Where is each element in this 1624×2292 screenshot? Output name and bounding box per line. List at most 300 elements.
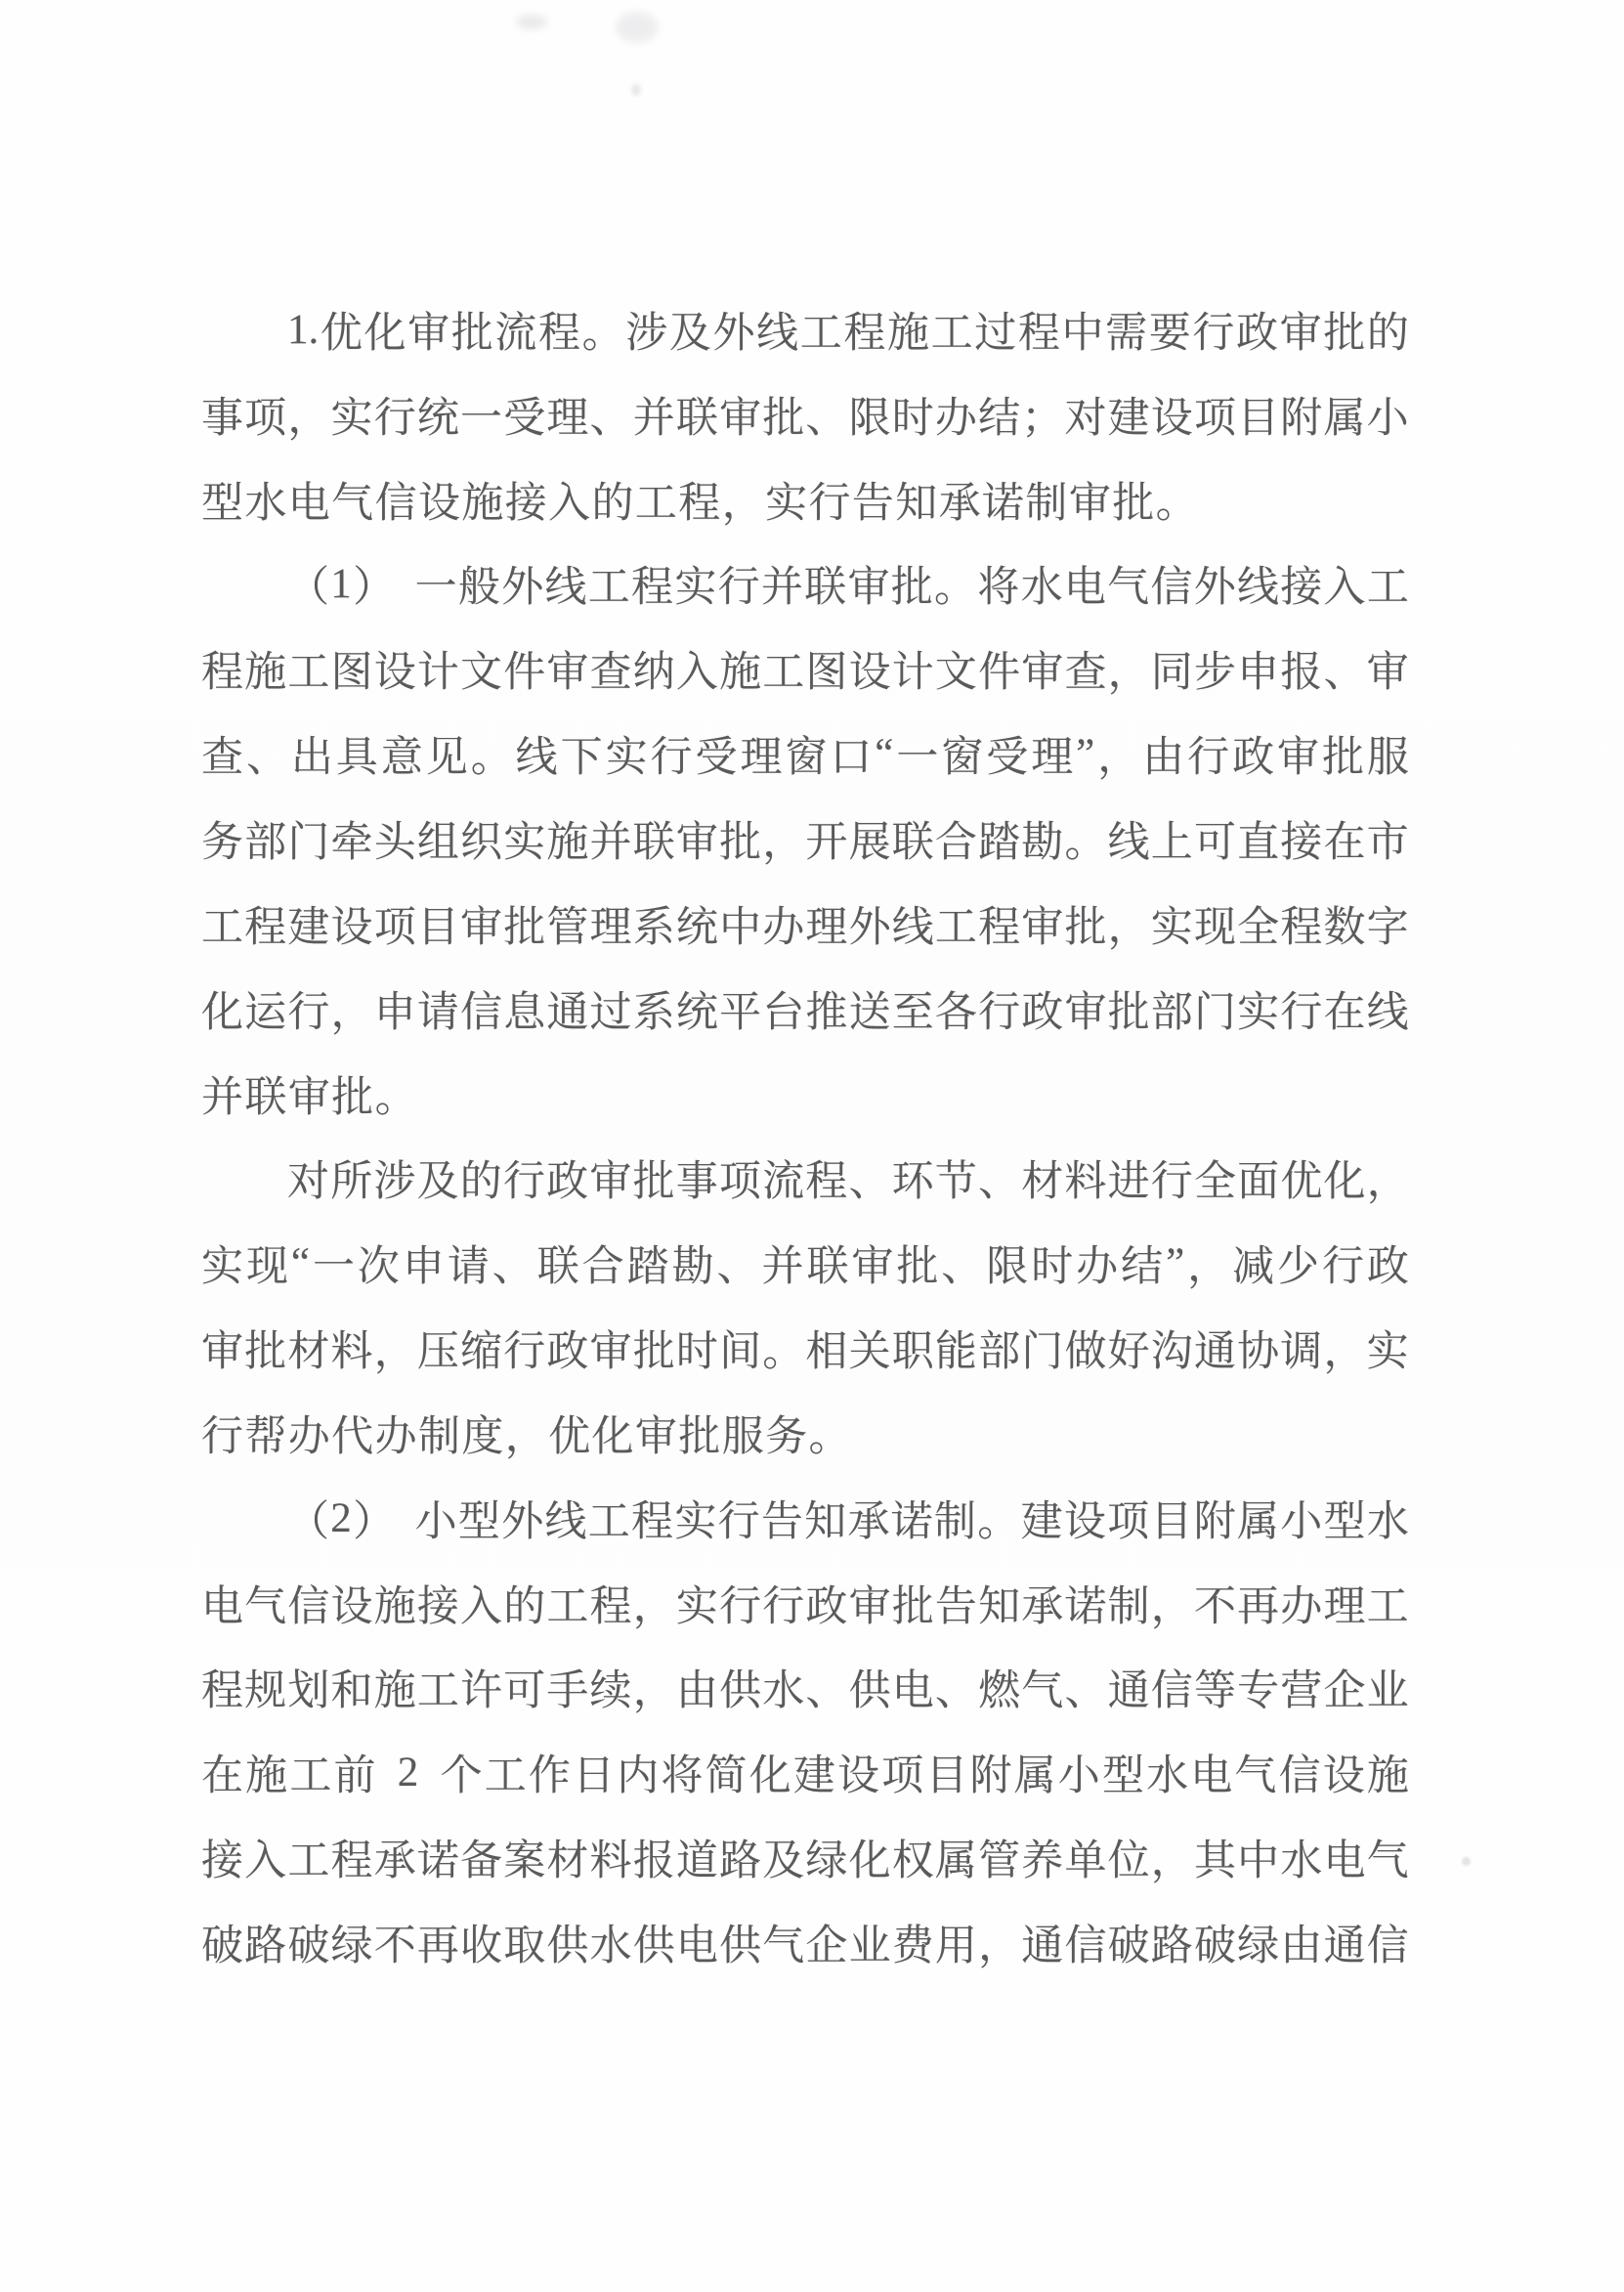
glyph: 施 (546, 819, 589, 866)
glyph: ， (1323, 1329, 1366, 1376)
glyph: 一 (414, 565, 457, 612)
text-line (201, 1561, 1409, 1646)
glyph: 电 (287, 480, 330, 527)
glyph: 优 (1280, 1159, 1323, 1206)
glyph: 职 (891, 1329, 934, 1376)
glyph: 实 (765, 480, 808, 527)
glyph: 图 (330, 650, 373, 697)
glyph: 。 (1064, 819, 1107, 866)
glyph: 设 (1322, 1753, 1365, 1800)
glyph: 程 (538, 310, 580, 357)
glyph: ， (762, 819, 805, 866)
glyph: 项 (1193, 395, 1236, 442)
glyph: 实 (201, 1244, 243, 1291)
glyph: 施 (887, 310, 929, 357)
glyph: 计 (416, 650, 459, 697)
glyph: 一 (896, 735, 939, 782)
glyph: 告 (760, 1498, 803, 1545)
glyph: 实 (605, 735, 648, 782)
glyph: 设 (1150, 395, 1193, 442)
scan-smudge (516, 15, 547, 29)
glyph: 由 (1280, 1923, 1323, 1969)
glyph: 水 (762, 1668, 805, 1715)
glyph: 政 (1232, 735, 1275, 782)
glyph: 字 (1366, 904, 1409, 951)
glyph: 并 (589, 819, 632, 866)
glyph: 沟 (1150, 1329, 1193, 1376)
glyph: 线 (544, 565, 587, 612)
glyph: 水 (1366, 1498, 1409, 1545)
glyph: ， (1150, 1838, 1193, 1885)
glyph: 建 (287, 904, 330, 951)
glyph: 理 (546, 395, 589, 442)
glyph: 气 (244, 1583, 287, 1630)
glyph: 手 (546, 1668, 589, 1715)
glyph: 绿 (805, 1838, 848, 1885)
glyph: （ (287, 1498, 329, 1545)
glyph: 。 (581, 310, 624, 357)
glyph: 料 (589, 1838, 632, 1885)
glyph: 审 (847, 565, 890, 612)
glyph: 上 (1150, 819, 1193, 866)
glyph: 备 (460, 1838, 503, 1885)
glyph: 费 (891, 1923, 934, 1969)
glyph: 承 (1021, 1583, 1064, 1630)
glyph: 诺 (982, 480, 1025, 527)
glyph: 实 (330, 395, 373, 442)
glyph: 型 (201, 480, 243, 527)
glyph: 、 (848, 1159, 891, 1206)
glyph: 施 (461, 480, 504, 527)
glyph: 的 (1366, 310, 1409, 357)
glyph: 信 (1064, 1923, 1107, 1969)
glyph: 化 (1323, 1159, 1366, 1206)
glyph: 合 (581, 1244, 624, 1291)
glyph: 通 (546, 989, 589, 1036)
glyph: 各 (934, 989, 977, 1036)
glyph: 行 (719, 1583, 762, 1630)
glyph: 气 (1107, 565, 1150, 612)
glyph: 批 (632, 1329, 675, 1376)
glyph: 工 (287, 650, 330, 697)
glyph: 勘 (1021, 819, 1064, 866)
glyph: 行 (287, 989, 330, 1036)
glyph: 属 (934, 1838, 977, 1885)
glyph: 实 (674, 565, 717, 612)
glyph: 由 (1142, 735, 1185, 782)
glyph: 信 (1150, 565, 1193, 612)
glyph: 入 (244, 1838, 287, 1885)
glyph: 信 (460, 989, 503, 1036)
glyph: 线 (1107, 819, 1150, 866)
glyph: 程 (589, 1583, 632, 1630)
text-line (201, 1136, 1409, 1221)
glyph: 电 (891, 1668, 934, 1715)
glyph: 材 (546, 1838, 589, 1885)
glyph: 破 (201, 1923, 243, 1969)
glyph: 批 (1323, 310, 1366, 357)
glyph: 再 (1237, 1583, 1280, 1630)
glyph: 勘 (671, 1244, 714, 1291)
glyph: 申 (1237, 650, 1280, 697)
glyph: 及 (416, 1159, 459, 1206)
glyph: 取 (503, 1923, 546, 1969)
glyph: 纳 (632, 650, 675, 697)
glyph: 政 (1236, 310, 1278, 357)
glyph: 知 (978, 1583, 1021, 1630)
glyph: 业 (848, 1923, 891, 1969)
glyph: （ (287, 565, 329, 612)
glyph: 理 (589, 904, 632, 951)
glyph: 项 (718, 1159, 761, 1206)
glyph: 不 (373, 1923, 416, 1969)
glyph: 办 (1076, 1244, 1119, 1291)
glyph: 程 (330, 1838, 373, 1885)
glyph: 件 (503, 650, 546, 697)
glyph: 附 (969, 1753, 1012, 1800)
glyph: 工 (934, 904, 977, 951)
glyph: 项 (244, 395, 287, 442)
glyph: ） (353, 1498, 396, 1545)
glyph: 供 (848, 1668, 891, 1715)
glyph: 小 (1280, 1498, 1323, 1545)
glyph: 水 (244, 480, 287, 527)
glyph: 计 (891, 650, 934, 697)
glyph: 建 (792, 1753, 835, 1800)
glyph: 窗 (785, 735, 828, 782)
glyph: 将 (977, 565, 1020, 612)
glyph: 开 (805, 819, 848, 866)
glyph: 图 (805, 650, 848, 697)
glyph: 限 (986, 1244, 1029, 1291)
glyph: 推 (805, 989, 848, 1036)
glyph: 、 (1323, 650, 1366, 697)
glyph: 线 (515, 735, 558, 782)
glyph: 属 (1323, 395, 1366, 442)
glyph: 程 (1280, 904, 1323, 951)
glyph: 度 (461, 1413, 504, 1460)
glyph: 绿 (1237, 1923, 1280, 1969)
glyph: 所 (330, 1159, 373, 1206)
glyph: 对 (287, 1159, 329, 1206)
glyph: 流 (762, 1159, 805, 1206)
glyph: 协 (1237, 1329, 1280, 1376)
text-line (201, 712, 1409, 797)
glyph: 、 (805, 1668, 848, 1715)
glyph: 要 (1148, 310, 1191, 357)
glyph: 化 (748, 1753, 791, 1800)
glyph: 工 (930, 310, 973, 357)
glyph: 气 (1366, 1838, 1409, 1885)
glyph: 通 (1193, 1329, 1236, 1376)
glyph: 工 (289, 1753, 332, 1800)
glyph: 审 (546, 650, 589, 697)
glyph: 办 (1280, 1583, 1323, 1630)
glyph: 事 (201, 395, 243, 442)
glyph: 行 (1280, 989, 1323, 1036)
glyph: 数 (1323, 904, 1366, 951)
glyph: 外 (501, 1498, 544, 1545)
glyph: 气 (762, 1923, 805, 1969)
glyph: 做 (1064, 1329, 1107, 1376)
glyph: 。 (808, 1413, 851, 1460)
glyph: 行 (978, 989, 1021, 1036)
glyph: 查 (201, 735, 243, 782)
glyph: 息 (503, 989, 546, 1036)
glyph: 实 (1366, 1329, 1409, 1376)
glyph: 审 (848, 1583, 891, 1630)
text-line (201, 1306, 1409, 1391)
glyph: 行 (1192, 310, 1235, 357)
glyph: 服 (1366, 735, 1409, 782)
glyph: 信 (287, 1583, 330, 1630)
glyph: 并 (632, 395, 675, 442)
glyph: 通 (1323, 1923, 1366, 1969)
glyph: 、 (978, 1159, 1020, 1206)
glyph: 头 (373, 819, 416, 866)
glyph: 审 (634, 1413, 677, 1460)
glyph: 、 (589, 395, 632, 442)
glyph: 程 (631, 1498, 674, 1545)
glyph: ， (504, 1413, 547, 1460)
scan-smudge (631, 84, 641, 96)
glyph: 及 (668, 310, 711, 357)
glyph: 批 (1112, 480, 1155, 527)
glyph: 联 (675, 395, 718, 442)
glyph: 理 (1031, 735, 1074, 782)
glyph: 小 (1057, 1753, 1100, 1800)
glyph: 的 (503, 1583, 546, 1630)
glyph: 全 (1237, 904, 1280, 951)
glyph: 信 (374, 480, 417, 527)
glyph: 材 (287, 1329, 330, 1376)
glyph: 办 (374, 1413, 417, 1460)
glyph: 外 (1193, 565, 1236, 612)
glyph: 信 (1366, 1923, 1409, 1969)
glyph: 作 (528, 1753, 571, 1800)
glyph: 办 (762, 904, 805, 951)
glyph: 平 (719, 989, 762, 1036)
glyph: 材 (1021, 1159, 1064, 1206)
glyph: 理 (740, 735, 783, 782)
glyph: ， (330, 989, 373, 1036)
glyph: 破 (1193, 1923, 1236, 1969)
glyph: 。 (374, 1074, 417, 1121)
glyph: 审 (407, 310, 450, 357)
glyph: 批 (1107, 989, 1150, 1036)
glyph: 项 (1107, 1498, 1150, 1545)
glyph: 报 (632, 1838, 675, 1885)
glyph: ” (1076, 731, 1095, 778)
glyph: 批 (762, 395, 805, 442)
glyph: 位 (1107, 1838, 1150, 1885)
glyph: “ (875, 731, 894, 778)
glyph: 。 (977, 1498, 1020, 1545)
glyph: ， (1366, 1159, 1409, 1206)
glyph: 统 (416, 395, 459, 442)
glyph: ， (1107, 650, 1150, 697)
glyph: 。 (934, 565, 976, 612)
glyph: 部 (978, 1329, 1021, 1376)
text-line (201, 372, 1409, 457)
glyph: 入 (1323, 565, 1366, 612)
glyph: 诺 (416, 1838, 459, 1885)
glyph: 2 (330, 1494, 352, 1541)
glyph: 行 (808, 480, 851, 527)
glyph: 水 (589, 1923, 632, 1969)
glyph: 优 (320, 310, 363, 357)
glyph: 外 (848, 904, 891, 951)
glyph: 、 (934, 1668, 977, 1715)
glyph: 至 (891, 989, 934, 1036)
document-text (201, 287, 1409, 1985)
glyph: 务 (765, 1413, 808, 1460)
glyph: 道 (675, 1838, 718, 1885)
glyph: 气 (1021, 1668, 1064, 1715)
glyph: 件 (978, 650, 1021, 697)
glyph: 服 (721, 1413, 764, 1460)
text-line (201, 967, 1409, 1052)
glyph: 审 (1064, 989, 1107, 1036)
glyph: 报 (1280, 650, 1323, 697)
glyph: 其 (1193, 1838, 1236, 1885)
glyph: ， (1187, 1244, 1230, 1291)
glyph: 环 (891, 1159, 934, 1206)
glyph: 调 (1280, 1329, 1323, 1376)
glyph: 型 (1101, 1753, 1144, 1800)
glyph: 相 (805, 1329, 848, 1376)
glyph: 事 (675, 1159, 718, 1206)
glyph: 办 (287, 1413, 330, 1460)
glyph: 燃 (978, 1668, 1021, 1715)
glyph: 承 (847, 1498, 890, 1545)
glyph: 能 (934, 1329, 977, 1376)
glyph: 办 (934, 395, 977, 442)
glyph: 路 (719, 1838, 762, 1885)
glyph: 压 (416, 1329, 459, 1376)
glyph: ， (632, 1583, 675, 1630)
glyph: 型 (457, 1498, 500, 1545)
glyph: 行 (1187, 735, 1230, 782)
glyph: 信 (1150, 1668, 1193, 1715)
glyph: 简 (705, 1753, 748, 1800)
glyph: 施 (373, 1668, 416, 1715)
glyph: 营 (1280, 1668, 1323, 1715)
glyph: 料 (1064, 1159, 1107, 1206)
glyph: 入 (548, 480, 591, 527)
glyph: 行 (650, 735, 693, 782)
glyph: 结 (978, 395, 1021, 442)
glyph: 接 (416, 1583, 459, 1630)
glyph: 行 (1150, 1159, 1193, 1206)
glyph: 电 (201, 1583, 243, 1630)
glyph: 中 (719, 904, 762, 951)
glyph: 直 (1237, 819, 1280, 866)
glyph: 程 (843, 310, 886, 357)
glyph: 线 (756, 310, 799, 357)
glyph: 现 (245, 1244, 288, 1291)
scan-smudge (1462, 1857, 1471, 1866)
glyph: 送 (848, 989, 891, 1036)
glyph: 化 (591, 1413, 634, 1460)
glyph: 、 (1064, 1668, 1107, 1715)
glyph: 在 (201, 1753, 243, 1800)
glyph: 企 (1323, 1668, 1366, 1715)
glyph: 批 (244, 1329, 287, 1376)
glyph: 电 (1190, 1753, 1233, 1800)
glyph: 线 (891, 904, 934, 951)
glyph: 批 (678, 1413, 721, 1460)
glyph: 再 (416, 1923, 459, 1969)
glyph: 门 (287, 819, 330, 866)
glyph: 、 (716, 1244, 759, 1291)
glyph: 工 (416, 1668, 459, 1715)
glyph: 同 (1150, 650, 1193, 697)
glyph: 工 (287, 1838, 330, 1885)
glyph: 气 (331, 480, 374, 527)
glyph: 并 (201, 1074, 243, 1121)
glyph: ， (721, 480, 764, 527)
glyph: 审 (589, 1329, 632, 1376)
glyph: 承 (938, 480, 981, 527)
glyph: 目 (1237, 395, 1280, 442)
glyph: 施 (1366, 1753, 1409, 1800)
glyph: 内 (617, 1753, 660, 1800)
glyph: 代 (331, 1413, 374, 1460)
text-line (201, 1646, 1409, 1731)
glyph: 受 (503, 395, 546, 442)
glyph: 过 (974, 310, 1017, 357)
text-line (201, 1476, 1409, 1561)
glyph: 料 (330, 1329, 373, 1376)
glyph: 联 (891, 819, 934, 866)
glyph: 程 (805, 1159, 848, 1206)
glyph: 务 (201, 819, 243, 866)
glyph: 间 (719, 1329, 762, 1376)
glyph: 少 (1277, 1244, 1320, 1291)
glyph: 化 (363, 310, 406, 357)
glyph: 节 (934, 1159, 977, 1206)
glyph: 批 (450, 310, 493, 357)
glyph: 牵 (330, 819, 373, 866)
glyph: 接 (504, 480, 547, 527)
glyph: 入 (675, 650, 718, 697)
glyph: 政 (546, 1329, 589, 1376)
glyph: 化 (201, 989, 243, 1036)
glyph: 路 (244, 1923, 287, 1969)
glyph: 联 (804, 565, 847, 612)
glyph: 涉 (373, 1159, 416, 1206)
glyph: 限 (848, 395, 891, 442)
glyph: 织 (460, 819, 503, 866)
glyph: 设 (373, 650, 416, 697)
glyph: 规 (244, 1668, 287, 1715)
glyph: 接 (201, 1838, 243, 1885)
glyph: 审 (287, 1074, 330, 1121)
glyph: 审 (851, 1244, 894, 1291)
glyph: 结 (1121, 1244, 1164, 1291)
glyph: 不 (1193, 1583, 1236, 1630)
glyph: 小 (414, 1498, 457, 1545)
glyph: 施 (373, 1583, 416, 1630)
glyph: 口 (830, 735, 873, 782)
glyph: 申 (373, 989, 416, 1036)
glyph: 审 (201, 1329, 243, 1376)
glyph: 、 (491, 1244, 534, 1291)
glyph: 和 (330, 1668, 373, 1715)
glyph: 告 (934, 1583, 977, 1630)
glyph: 、 (805, 395, 848, 442)
